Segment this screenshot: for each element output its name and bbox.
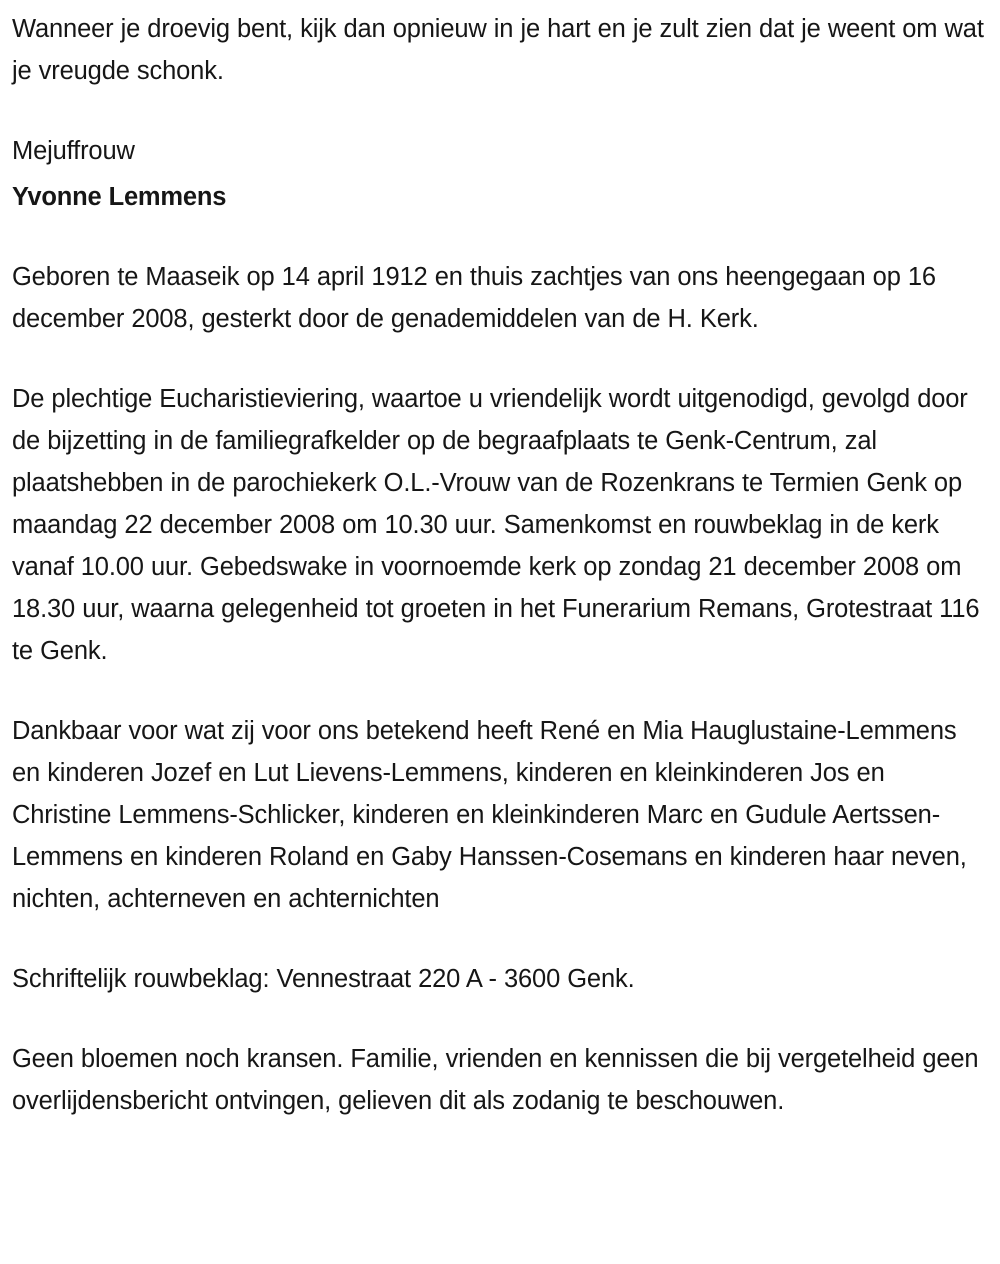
- closing-note-paragraph: Geen bloemen noch kransen. Familie, vrienden en kennissen die bij vergetelheid geen overlijdensbericht ontvingen, gelieven dit als zodanig te beschouwen.: [12, 1045, 979, 1115]
- condolence-address-paragraph: Schriftelijk rouwbeklag: Vennestraat 220 A - 3600 Genk.: [12, 965, 635, 993]
- memorial-verse: Wanneer je droevig bent, kijk dan opnieuw in je hart en je zult zien dat je weent om wat je vreugde schonk.: [12, 15, 984, 85]
- deceased-name: Yvonne Lemmens: [12, 183, 227, 211]
- salutation-text: Mejuffrouw: [12, 137, 135, 165]
- service-details-paragraph: De plechtige Eucharistieviering, waartoe u vriendelijk wordt uitgenodigd, gevolgd door de bijzetting in de familiegrafkelder op de begraafplaats te Genk-Centrum, zal plaatshebben in de parochiekerk O.L.-Vrouw van de Rozenkrans te Termien Genk op maandag 22 december 2008 om 10.30 uur. Samenkomst en rouwbeklag in de kerk vanaf 10.00 uur. Gebedswake in voornoemde kerk op zondag 21 december 2008 om 18.30 uur, waarna gelegenheid tot groeten in het Funerarium Remans, Grotestraat 116 te Genk.: [12, 385, 980, 665]
- survivors-paragraph: Dankbaar voor wat zij voor ons betekend heeft René en Mia Hauglustaine-Lemmens en kinderen Jozef en Lut Lievens-Lemmens, kinderen en kleinkinderen Jos en Christine Lemmens-Schlicker, kinderen en kleinkinderen Marc en Gudule Aertssen-Lemmens en kinderen Roland en Gaby Hanssen-Cosemans en kinderen haar neven, nichten, achterneven en achternichten: [12, 717, 967, 913]
- life-dates-paragraph: Geboren te Maaseik op 14 april 1912 en thuis zachtjes van ons heengegaan op 16 december 2008, gesterkt door de genademiddelen van de H. Kerk.: [12, 263, 936, 333]
